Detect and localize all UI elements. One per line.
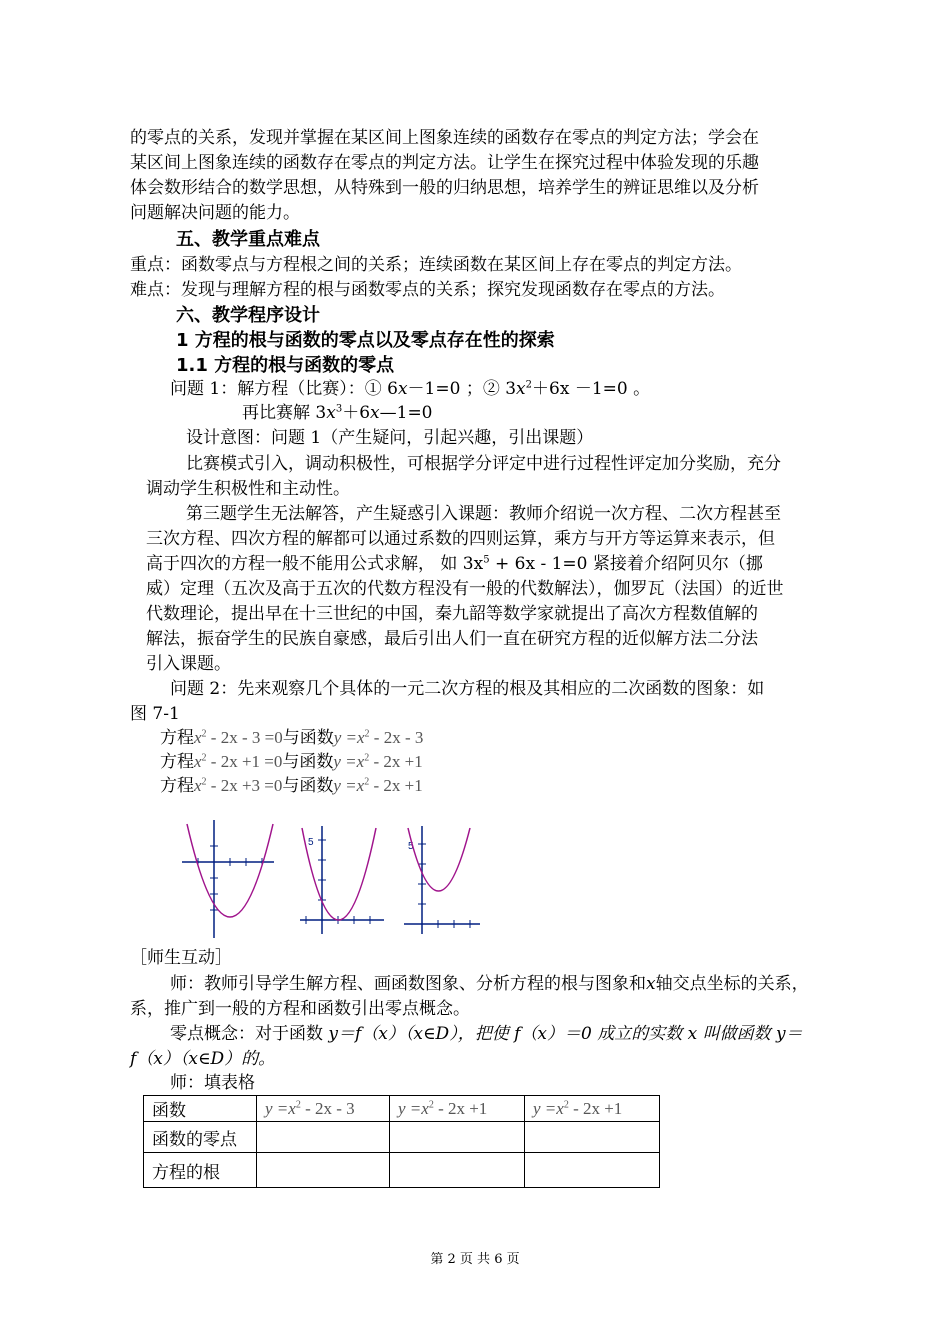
question-2-line-1: 问题 2：先来观察几个具体的一元二次方程的根及其相应的二次函数的图象：如 xyxy=(170,679,765,699)
table-header-cell: $y =x^2 - 2x +1$ xyxy=(525,1096,660,1122)
table-row-label: 方程的根 xyxy=(144,1153,257,1188)
table-header-row xyxy=(144,1096,660,1122)
intro-line-1: 的零点的关系，发现并掌握在某区间上图象连续的函数存在零点的判定方法；学会在 xyxy=(130,128,759,148)
graph-3 xyxy=(402,824,482,936)
intro-line-4: 问题解决问题的能力。 xyxy=(130,203,300,223)
page-footer: 第 2 页 共 6 页 xyxy=(430,1252,520,1267)
graph-1-parabola xyxy=(187,824,273,917)
para2-line-7: 引入课题。 xyxy=(146,654,231,674)
subsection-1-1: 1.1 方程的根与函数的零点 xyxy=(176,355,395,376)
graph-2-label: 5 xyxy=(308,837,314,848)
para2-line-2: 三次方程、四次方程的解都可以通过系数的四则运算，乘方与开方等运算来表示，但 xyxy=(146,529,775,549)
intro-line-2: 某区间上图象连续的函数存在零点的判定方法。让学生在探究过程中体验发现的乐趣 xyxy=(130,153,759,173)
key-point: 重点：函数零点与方程根之间的关系；连续函数在某区间上存在零点的判定方法。 xyxy=(130,255,742,275)
fill-table-instruction: 师：填表格 xyxy=(170,1073,255,1093)
para2-line-4: 威）定理（五次及高于五次的代数方程没有一般的代数解法），伽罗瓦（法国）的近世 xyxy=(146,579,784,599)
equation-row-1: 方程$x^2 - 2x - 3 =0$与函数$y =x^2 - 2x - 3$ xyxy=(160,728,424,748)
graph-3-parabola xyxy=(408,828,470,891)
interaction-label: ［师生互动］ xyxy=(130,948,232,968)
table-row xyxy=(144,1153,660,1188)
intro-line-3: 体会数形结合的数学思想，从特殊到一般的归纳思想，培养学生的辨证思维以及分析 xyxy=(130,178,759,198)
table-cell[interactable] xyxy=(257,1122,390,1153)
table-cell[interactable] xyxy=(257,1153,390,1188)
zero-concept-line-1: 零点概念：对于函数 y＝f（x）（x∈D），把使 f（x）＝0 成立的实数 x 叫做函数 y＝ xyxy=(170,1024,803,1044)
para1-line-1: 比赛模式引入，调动积极性，可根据学分评定中进行过程性评定加分奖励，充分 xyxy=(186,454,781,474)
graph-3-label: 5 xyxy=(408,841,414,852)
para2-line-6: 解法，振奋学生的民族自豪感，最后引出人们一直在研究方程的近似解方法二分法 xyxy=(146,629,758,649)
table-row-label: 函数的零点 xyxy=(144,1122,257,1153)
question-1: 问题 1：解方程（比赛）：① 6x－1=0 ；② $3x^2+6x -1=0$ 。 xyxy=(170,379,651,399)
table-header-cell: $y =x^2 - 2x +1$ xyxy=(390,1096,525,1122)
equation-row-3: 方程$x^2 - 2x +3 =0$与函数$y =x^2 - 2x +1$ xyxy=(160,776,423,796)
para2-line-5: 代数理论，提出早在十三世纪的中国，秦九韶等数学家就提出了高次方程数值解的 xyxy=(146,604,758,624)
zero-concept-line-2: f（x）（x∈D）的。 xyxy=(130,1049,276,1069)
section5-title: 五、教学重点难点 xyxy=(176,229,320,250)
fill-table xyxy=(143,1095,660,1188)
graph-2 xyxy=(296,824,388,936)
subsection-1: 1 方程的根与函数的零点以及零点存在性的探索 xyxy=(176,330,555,351)
question-1-again: 再比赛解 $3x^3+6x—1=0$ xyxy=(242,403,433,423)
question-2-line-2: 图 7-1 xyxy=(130,704,180,724)
teacher-line-2: 系，推广到一般的方程和函数引出零点概念。 xyxy=(130,999,470,1019)
equation-row-2: 方程$x^2 - 2x +1 =0$与函数$y =x^2 - 2x +1$ xyxy=(160,752,423,772)
table-cell[interactable] xyxy=(390,1122,525,1153)
table-cell[interactable] xyxy=(525,1122,660,1153)
para2-line-1: 第三题学生无法解答，产生疑惑引入课题：教师介绍说一次方程、二次方程甚至 xyxy=(186,504,781,524)
table-cell[interactable] xyxy=(525,1153,660,1188)
design-intent: 设计意图：问题 1（产生疑问，引起兴趣，引出课题） xyxy=(186,428,594,448)
table-cell[interactable] xyxy=(390,1153,525,1188)
table-header-cell: 函数 xyxy=(144,1096,257,1122)
graph-1 xyxy=(180,818,276,940)
table-row xyxy=(144,1122,660,1153)
para2-line-3: 高于四次的方程一般不能用公式求解， 如 $3x^5 + 6x - 1=0$ 紧接着介绍阿贝尔（挪 xyxy=(146,554,763,574)
table-header-cell: $y =x^2 - 2x - 3$ xyxy=(257,1096,390,1122)
teacher-line-1: 师：教师引导学生解方程、画函数图象、分析方程的根与图象和x轴交点坐标的关系， xyxy=(170,974,809,994)
difficulty-point: 难点：发现与理解方程的根与函数零点的关系；探究发现函数存在零点的方法。 xyxy=(130,280,725,300)
para1-line-2: 调动学生积极性和主动性。 xyxy=(146,479,350,499)
section6-title: 六、教学程序设计 xyxy=(176,305,320,326)
